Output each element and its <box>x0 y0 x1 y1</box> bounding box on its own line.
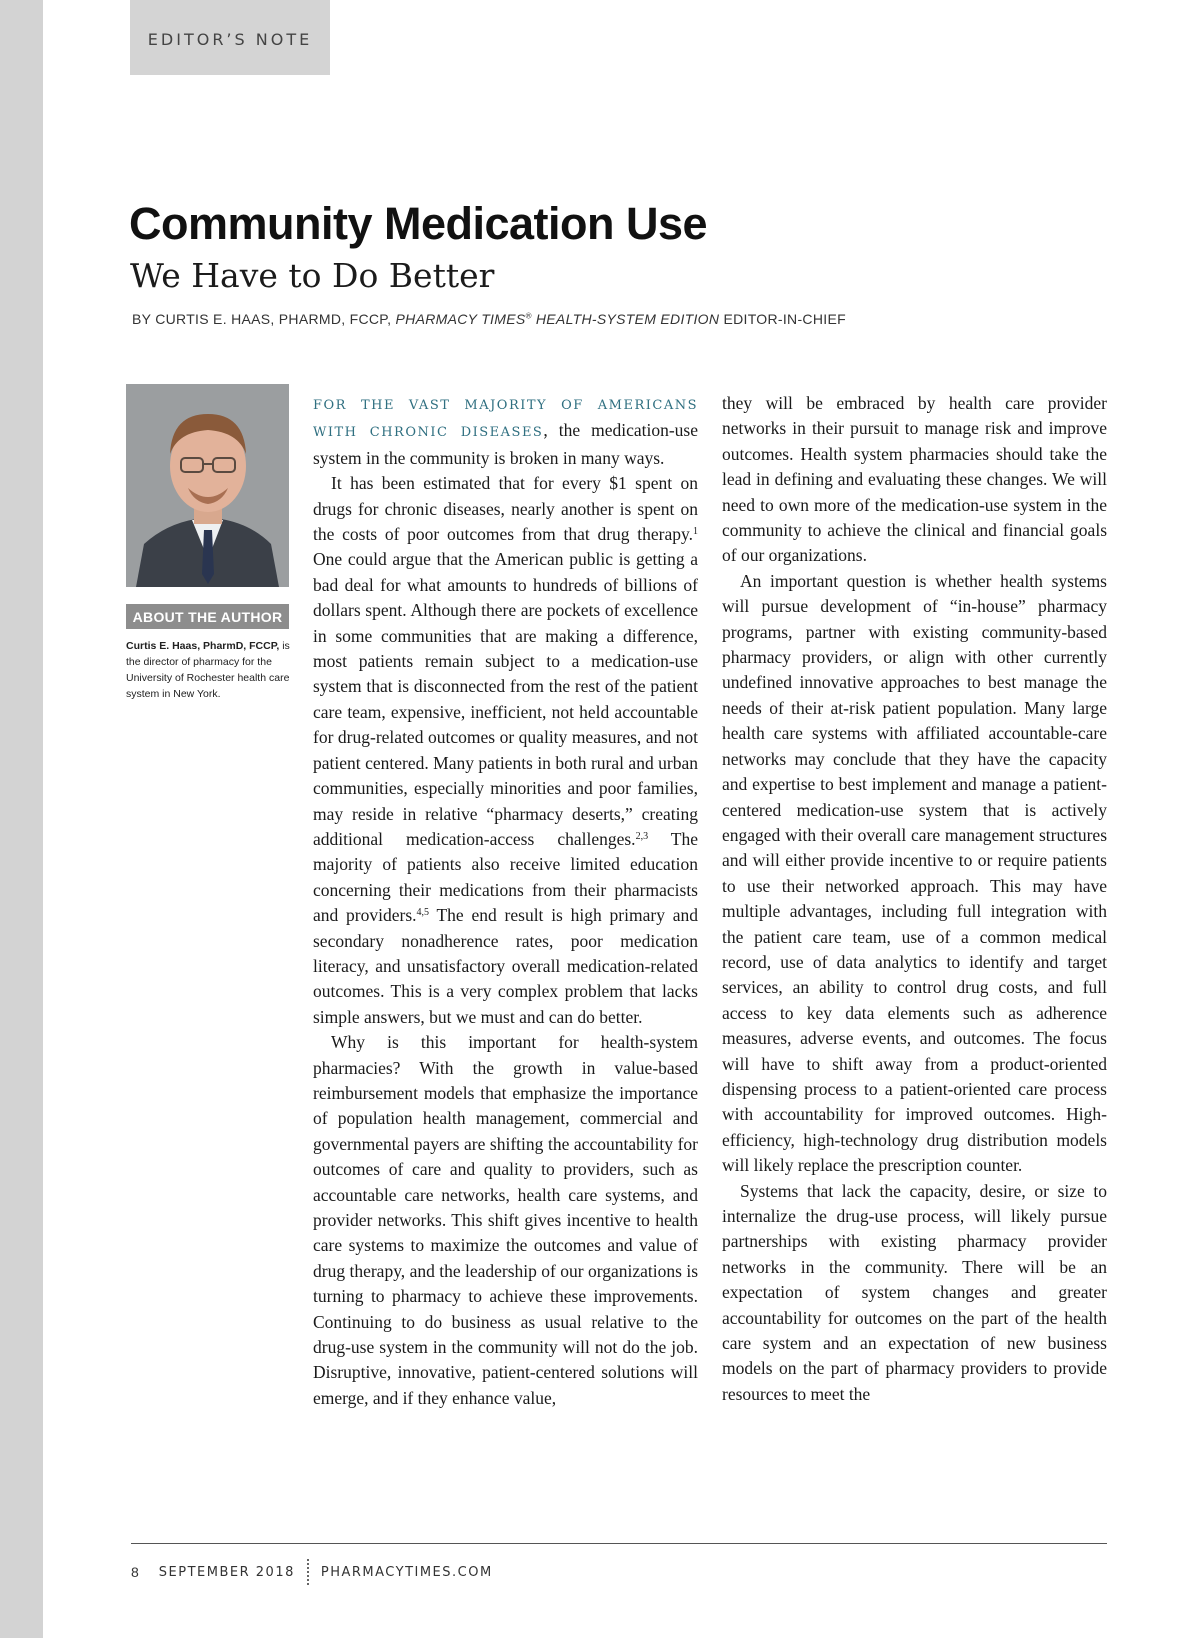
reference-marker: 2,3 <box>635 830 649 842</box>
footer-separator <box>307 1559 309 1585</box>
left-margin-band <box>0 0 43 1638</box>
byline-role: EDITOR-IN-CHIEF <box>719 311 846 327</box>
article-subtitle: We Have to Do Better <box>130 256 495 295</box>
section-label: EDITOR’S NOTE <box>130 0 330 75</box>
article-column-2 <box>722 391 1107 1407</box>
author-photo <box>126 384 289 587</box>
page-footer <box>131 1560 493 1584</box>
author-portrait-illustration <box>126 384 289 587</box>
byline-author: BY CURTIS E. HAAS, PHARMD, FCCP, <box>132 311 396 327</box>
paragraph: Why is this important for health-system pharmacies? With the growth in value-based reimbursement models that emphasize the importance of population health management, commercial and governmental payers are shifting the accountability for outcomes of care and quality to providers, such as accountable care networks, health care systems, and provider networks. This shift gives incentive to health care systems to maximize the outcomes and value of drug therapy, and the leadership of our organizations is turning to pharmacy to achieve these improvements. Continuing to do business as usual relative to the drug-use system in the community will not do the job. Disruptive, innovative, patient-centered solutions will emerge, and if they enhance value, <box>313 1032 698 1408</box>
byline <box>132 311 846 327</box>
issue-date: SEPTEMBER 2018 <box>158 1564 295 1580</box>
article-title: Community Medication Use <box>129 198 708 249</box>
page-number: 8 <box>131 1564 139 1580</box>
author-name: Curtis E. Haas, PharmD, FCCP, <box>126 640 280 652</box>
paragraph: It has been estimated that for every $1 spent on drugs for chronic diseases, nearly another is spent on the costs of poor outcomes from that drug therapy.$^1$ One could argue that the American public is getting a bad deal for what amounts to hundreds of billions of dollars spent. Although there are pockets of excellence in some communities that are making a difference, most patients remain subject to a medication-use system that is disconnected from the rest of the patient care team, expensive, inefficient, not held accountable for drug-related outcomes or quality measures, and not patient centered. Many patients in both rural and urban communities, especially minorities and poor families, may reside in relative “pharmacy deserts,” creating additional medication-access challenges.$^{2,3}$ The majority of patients also receive limited education concerning their medications from their pharmacists and providers.$^{4,5}$ The end result is high primary and secondary nonadherence rates, poor medication literacy, and unsatisfactory overall medication-related outcomes. This is a very complex problem that lacks simple answers, but we must and can do better. <box>313 473 698 1027</box>
author-bio <box>126 638 296 702</box>
website: PHARMACYTIMES.COM <box>320 1564 493 1580</box>
lead-in: FOR THE VAST MAJORITY OF AMERICANS WITH CHRONIC DISEASES <box>313 398 698 441</box>
paragraph: An important question is whether health systems will pursue development of “in-house” pharmacy programs, partner with existing community-based pharmacy providers, or align with other currently undefined innovative approaches to best manage the needs of their at-risk patient population. Many large health care systems with affiliated accountable-care networks may conclude that they have the capacity and expertise to best implement and manage a patient-centered medication-use system that is actively engaged with their overall care management structures and will either provide incentive to or require patients to use their networked approach. This may have multiple advantages, including full integration with the patient care team, use of a common medical record, use of data analytics to identify and target services, an ability to control drug costs, and full access to key data elements such as adherence measures, adverse events, and outcomes. The focus will have to shift away from a product-oriented dispensing process to a patient-oriented care process with accountability for improved outcomes. High-efficiency, high-technology drug distribution models will likely replace the prescription counter. <box>722 570 1107 1176</box>
author-description: is the director of pharmacy for the University of Rochester health care system in New York. <box>126 640 290 700</box>
reference-marker: 4,5 <box>416 907 430 919</box>
article-column-1 <box>313 391 698 1411</box>
paragraph: they will be embraced by health care provider networks in their pursuit to manage risk and improve outcomes. Health system pharmacies should take the lead in defining and evaluating these changes. We will need to own more of the medication-use system in the community to achieve the clinical and financial goals of our organizations. <box>722 393 1107 566</box>
byline-publication: PHARMACY TIMES® HEALTH-SYSTEM EDITION <box>395 311 720 327</box>
paragraph: Systems that lack the capacity, desire, or size to internalize the drug-use process, will likely pursue partnerships with existing pharmacy provider networks in the community. There will be an expectation of system changes and greater accountability for outcomes on the part of the health care system and an expectation of new business models on the part of pharmacy providers to provide resources to meet the <box>722 1180 1107 1404</box>
about-author-heading: ABOUT THE AUTHOR <box>126 604 289 629</box>
reference-marker: 1 <box>693 526 698 538</box>
paragraph: FOR THE VAST MAJORITY OF AMERICANS WITH CHRONIC DISEASES, the medication-use system in the community is broken in many ways. <box>313 398 698 468</box>
footer-divider-line <box>131 1543 1107 1544</box>
